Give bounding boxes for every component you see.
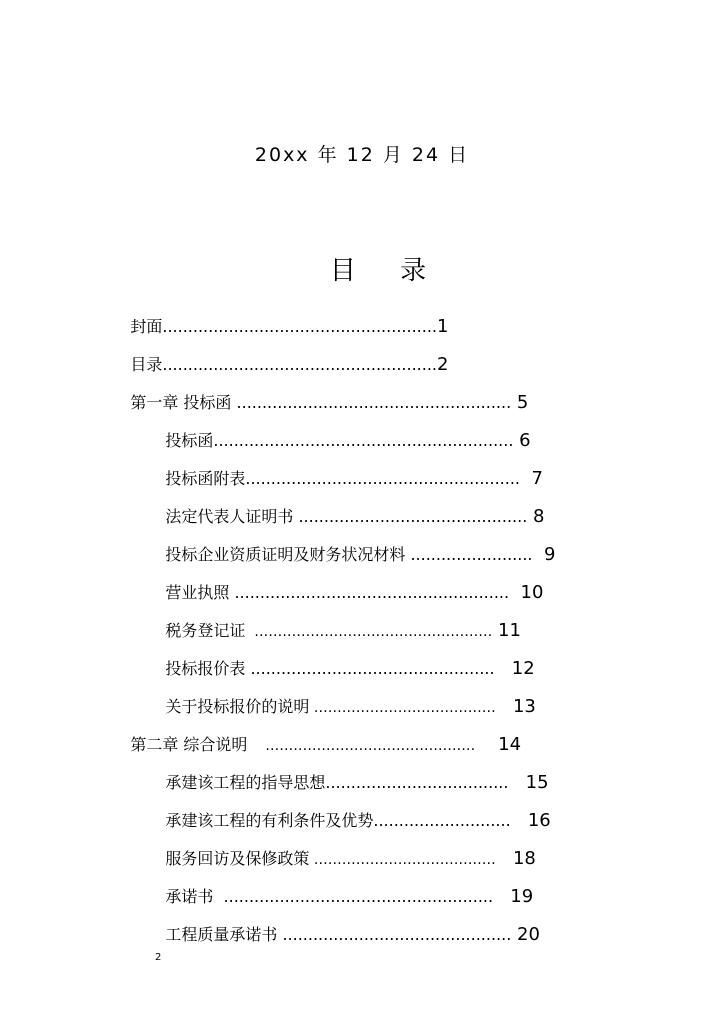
toc-entry-page: 5 [511,392,529,413]
toc-entry-leader: ...................................................... [245,469,520,488]
toc-entry-title: 工程质量承诺书 [165,925,278,944]
toc-entry-leader: ...................................................... [231,393,512,412]
toc-entry-title: 营业执照 [165,583,230,602]
toc-entry-page: 19 [493,886,534,907]
toc-entry-page: 15 [508,772,549,793]
toc-entry-page: 10 [509,582,544,603]
toc-entry-title: 承诺书 [165,887,214,906]
page-number: 2 [155,952,162,963]
toc-entry-leader: ........................................................... [213,431,514,450]
toc-entry-leader: ............................................. [277,925,512,944]
date-line: 20xx 年 12 月 24 日 [254,144,470,166]
toc-entry-title: 投标企业资质证明及财务状况材料 [165,545,406,564]
toc-entry-page: 11 [492,620,521,641]
toc-entry-title: 投标报价表 [165,659,246,678]
toc-title: 目 录 [329,256,445,286]
toc-entry-page: 9 [532,544,556,565]
toc-entry-title: 服务回访及保修政策 [165,849,310,868]
toc-entry-page: 14 [475,734,522,755]
toc-entry-leader: ...................................................... [162,355,437,374]
toc-entry-page: 20 [511,924,540,945]
toc-entry-title: 税务登记证 [165,621,246,640]
toc-entry-page: 6 [513,430,531,451]
toc-entry-leader: ……………………………………… [247,738,476,754]
toc-entry-leader: .................................... [325,773,509,792]
toc-entry-title: 关于投标报价的说明 [165,697,310,716]
toc-entry-leader: ........................... [373,811,511,830]
toc-entry-leader: ............................................. [293,507,528,526]
toc-entry-title: 法定代表人证明书 [165,507,294,526]
toc-entry-page: 2 [437,354,449,375]
toc-entry-quality-commitment[interactable] [145,902,540,968]
toc-entry-leader: ................................................ [245,659,495,678]
toc-entry-title: 承建该工程的有利条件及优势 [165,811,374,830]
toc-entry-leader: ........................ [405,545,533,564]
toc-entry-page: 1 [437,316,449,337]
toc-entry-leader: ..................................................... [213,887,494,906]
toc-entry-leader: ...................................................... [229,583,510,602]
toc-entry-title: 封面 [130,317,163,336]
toc-entry-leader: ...................................................... [162,317,437,336]
toc-entry-title: 投标函附表 [165,469,246,488]
toc-entry-title: 第一章 投标函 [130,393,232,412]
toc-entry-page: 18 [495,848,536,869]
toc-entry-page: 8 [527,506,545,527]
toc-entry-page: 12 [494,658,535,679]
toc-entry-page: 16 [510,810,551,831]
toc-entry-leader: ………………………………… [309,700,496,716]
toc-entry-title: 投标函 [165,431,214,450]
toc-entry-page: 7 [520,468,543,489]
toc-entry-title: 目录 [130,355,163,374]
toc-entry-leader: …………………………………………… [245,624,493,640]
toc-entry-page: 13 [495,696,536,717]
toc-entry-title: 第二章 综合说明 [130,735,248,754]
toc-entry-title: 承建该工程的指导思想 [165,773,326,792]
toc-entry-leader: ………………………………… [309,852,496,868]
